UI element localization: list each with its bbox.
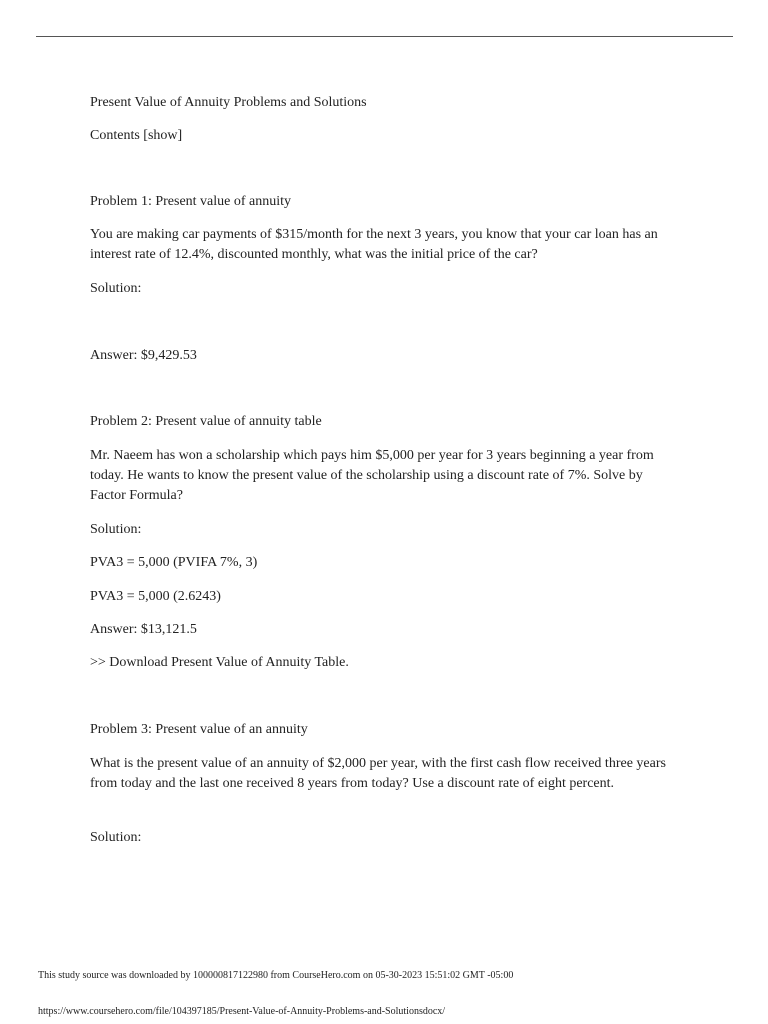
footer-source-note: This study source was downloaded by 100000817122980 from CourseHero.com on 05-30-2023 15:51:02 GMT -05:00 [38, 970, 514, 981]
problem2-solution-label: Solution: [90, 522, 142, 537]
contents-toggle[interactable]: Contents [show] [90, 128, 183, 143]
download-table-link[interactable]: >> Download Present Value of Annuity Table. [90, 655, 349, 670]
top-divider [36, 36, 733, 37]
problem2-step1: PVA3 = 5,000 (PVIFA 7%, 3) [90, 555, 258, 570]
problem3-text: What is the present value of an annuity of $2,000 per year, with the first cash flow received three years from today and the last one received 8 years from today? Use a discount rate of eight percent. [90, 756, 666, 791]
problem2-step2: PVA3 = 5,000 (2.6243) [90, 589, 221, 604]
problem1-text: You are making car payments of $315/month for the next 3 years, you know that your car loan has an interest rate of 12.4%, discounted monthly, what was the initial price of the car? [90, 227, 658, 262]
problem1-solution-label: Solution: [90, 281, 142, 296]
footer-url[interactable]: https://www.coursehero.com/file/104397185/Present-Value-of-Annuity-Problems-and-Solutionsdocx/ [38, 1006, 446, 1017]
problem2-heading: Problem 2: Present value of annuity table [90, 414, 322, 429]
problem1-answer: Answer: $9,429.53 [90, 348, 197, 363]
problem1-heading: Problem 1: Present value of annuity [90, 194, 292, 209]
document-title: Present Value of Annuity Problems and Solutions [90, 95, 367, 110]
problem3-solution-label: Solution: [90, 830, 142, 845]
problem2-text: Mr. Naeem has won a scholarship which pays him $5,000 per year for 3 years beginning a year from today. He wants to know the present value of the scholarship using a discount rate of 7%. Solve by Factor Formula? [90, 448, 654, 503]
problem2-answer: Answer: $13,121.5 [90, 622, 197, 637]
problem3-heading: Problem 3: Present value of an annuity [90, 722, 308, 737]
